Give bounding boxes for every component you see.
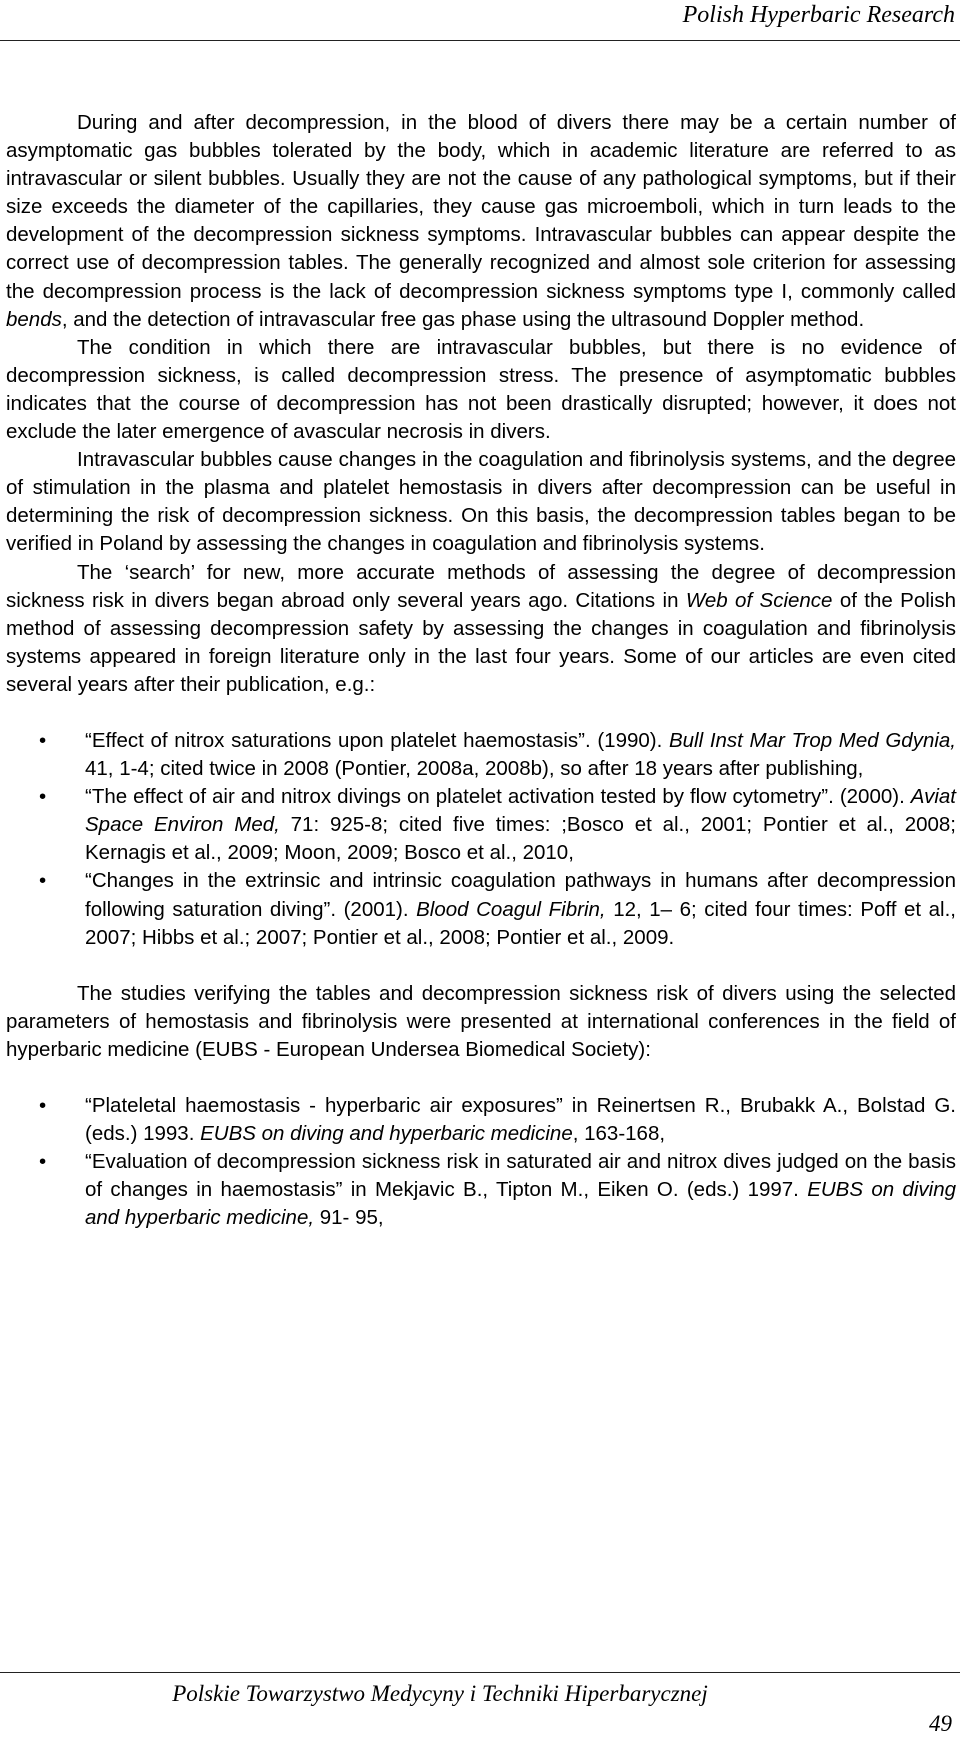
paragraph: The condition in which there are intravascular bubbles, but there is no evidence of decompression sickness, is called decompression stress. The presence of asymptomatic bubbles indicates that the course of decompression has not been drastically disrupted; however, it does not exclude the later emergence of avascular necrosis in divers. bbox=[6, 335, 956, 444]
reference-details: 12, 1– 6; cited four times: Poff et al., 2007; Hibbs et al.; 2007; Pontier et al., 2008; Pontier et al., 2009. bbox=[85, 897, 956, 949]
reference-details: , 163-168, bbox=[572, 1122, 666, 1146]
bullet-icon: • bbox=[39, 869, 47, 893]
bullet-icon: • bbox=[39, 785, 47, 809]
conference-list bbox=[6, 1092, 956, 1232]
proceedings-name: EUBS on diving and hyperbaric medicine bbox=[200, 1122, 573, 1146]
italic-term: bends bbox=[6, 307, 62, 331]
journal-name: Aviat Space Environ Med, bbox=[85, 785, 956, 837]
paragraph bbox=[6, 559, 956, 699]
page-number: 49 bbox=[929, 1711, 952, 1736]
page-body bbox=[6, 109, 956, 1232]
reference-details: 41, 1-4; cited twice in 2008 (Pontier, 2008a, 2008b), so after 18 years after publishing, bbox=[85, 757, 864, 781]
paragraph-text: of the Polish method of assessing decompression safety by assessing the changes in coagulation and fibrinolysis systems appeared in foreign literature only in the last four years. Some of our articles are even cited several years after their publication, e.g.: bbox=[6, 588, 957, 696]
journal-name: Bull Inst Mar Trop Med Gdynia, bbox=[668, 728, 957, 752]
paragraph: Intravascular bubbles cause changes in the coagulation and fibrinolysis systems, and the degree of stimulation in the plasma and platelet hemostasis in divers after decompression can be useful in determining the risk of decompression sickness. On this basis, the decompression tables began to be verified in Poland by assessing the changes in coagulation and fibrinolysis systems. bbox=[6, 448, 956, 556]
paragraph bbox=[6, 109, 956, 334]
citations-list bbox=[6, 727, 956, 952]
reference-details: 71: 925-8; cited five times: ;Bosco et al., 2001; Pontier et al., 2008; Kernagis et al., 2009; Moon, 2009; Bosco et al., 2010, bbox=[85, 813, 957, 865]
bullet-icon: • bbox=[39, 1094, 47, 1117]
spacer bbox=[6, 699, 956, 727]
reference-title: “The effect of air and nitrox divings on platelet activation tested by flow cytometry”. (2000). bbox=[85, 785, 911, 809]
proceedings-name: EUBS on diving and hyperbaric medicine, bbox=[85, 1178, 956, 1230]
footer-rule bbox=[0, 1672, 960, 1673]
list-item bbox=[6, 1092, 956, 1148]
italic-term: Web of Science bbox=[685, 588, 833, 612]
paragraph-text: The ‘search’ for new, more accurate methods of assessing the degree of decompression sickness risk in divers began abroad only several years ago. Citations in bbox=[6, 560, 956, 612]
spacer bbox=[6, 952, 956, 980]
paragraph-text: During and after decompression, in the blood of divers there may be a certain number of asymptomatic gas bubbles tolerated by the body, which in academic literature are referred to as intravascular or silent bubbles. Usually they are not the cause of any pathological symptoms, but if their size exceeds the diameter of the capillaries, they cause gas microemboli, which in turn leads to the development of the decompression sickness symptoms. Intravascular bubbles can appear despite the correct use of decompression tables. The generally recognized and almost sole criterion for assessing the decompression process is the lack of decompression sickness symptoms type I, commonly called bbox=[6, 111, 956, 303]
list-item bbox=[6, 867, 956, 951]
footer-title: Polskie Towarzystwo Medycyny i Techniki Hiperbarycznej bbox=[172, 1681, 708, 1706]
reference-title: “Changes in the extrinsic and intrinsic coagulation pathways in humans after decompression following saturation diving”. (2001). bbox=[85, 869, 956, 921]
spacer bbox=[6, 1064, 956, 1092]
running-header: Polish Hyperbaric Research bbox=[682, 2, 955, 28]
journal-name: Blood Coagul Fibrin, bbox=[416, 897, 606, 921]
reference-title: “Effect of nitrox saturations upon platelet haemostasis”. (1990). bbox=[85, 728, 669, 752]
list-item bbox=[6, 1148, 956, 1232]
bullet-icon: • bbox=[39, 728, 47, 752]
bullet-icon: • bbox=[39, 1150, 47, 1174]
header-rule bbox=[0, 40, 960, 41]
list-item bbox=[6, 783, 956, 867]
paragraph: The studies verifying the tables and decompression sickness risk of divers using the selected parameters of hemostasis and fibrinolysis were presented at international conferences in the field of hyperbaric medicine (EUBS - European Undersea Biomedical Society): bbox=[6, 981, 956, 1061]
list-item bbox=[6, 727, 956, 783]
paragraph-text: , and the detection of intravascular free gas phase using the ultrasound Doppler method. bbox=[61, 307, 865, 331]
reference-title: “Evaluation of decompression sickness risk in saturated air and nitrox dives judged on the basis of changes in haemostasis” in Mekjavic B., Tipton M., Eiken O. (eds.) 1997. bbox=[85, 1150, 956, 1202]
reference-title: “Plateletal haemostasis - hyperbaric air exposures” in Reinertsen R., Brubakk A., Bolstad G. (eds.) 1993. bbox=[85, 1094, 956, 1146]
reference-details: 91- 95, bbox=[314, 1206, 384, 1230]
